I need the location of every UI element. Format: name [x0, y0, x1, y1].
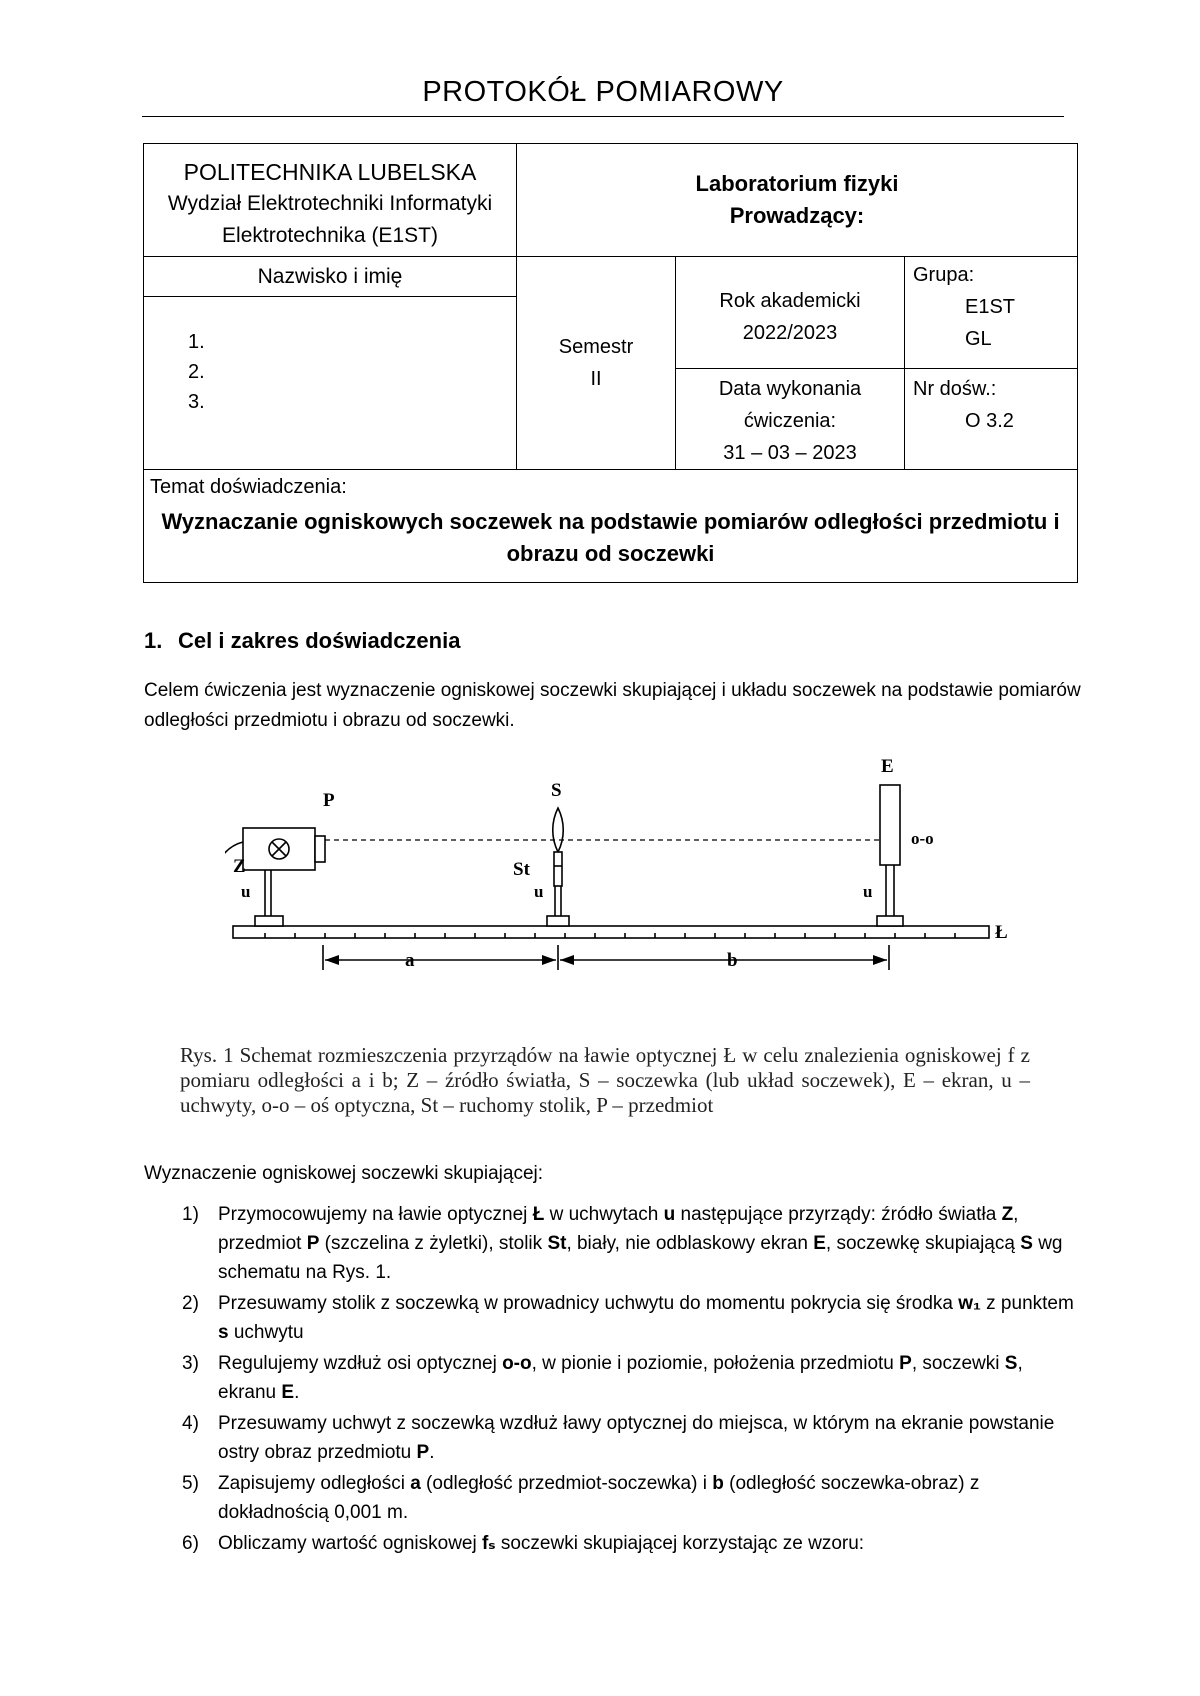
topic-cell: [144, 470, 1078, 583]
holder-u-1: [255, 916, 283, 926]
holder-u-3: [877, 916, 903, 926]
label-a: a: [405, 950, 415, 970]
group-value-1: E1ST: [965, 296, 1016, 318]
optical-bench-diagram: [225, 750, 1025, 970]
list-item: 2) Przesuwamy stolik z soczewką w prowadnicy uchwytu do momentu pokrycia się środka w₁ z punktem s uchwytu: [144, 1289, 1084, 1347]
holder-u-2: [547, 916, 569, 926]
label-st: St: [513, 859, 530, 880]
object-slit: [315, 836, 325, 862]
label-s: S: [551, 780, 562, 801]
procedure-steps: [144, 1200, 1084, 1560]
lens-s: [553, 808, 564, 852]
label-u-2: u: [534, 882, 544, 901]
label-u-1: u: [241, 882, 251, 901]
group-cell: [905, 257, 1078, 369]
experiment-number-cell: [905, 369, 1078, 470]
name-entry: 1.: [188, 331, 205, 353]
step-number: 1): [182, 1204, 199, 1225]
group-label: Grupa:: [913, 264, 975, 286]
header-table: [143, 143, 1078, 583]
label-p: P: [323, 790, 335, 811]
label-u-3: u: [863, 882, 873, 901]
year-cell: [676, 257, 905, 369]
label-z: Z: [233, 856, 246, 877]
section-1-heading: [144, 628, 460, 654]
step-number: 5): [182, 1473, 199, 1494]
date-cell: [676, 369, 905, 470]
lab-cell: [517, 144, 1078, 257]
procedure-subtitle: Wyznaczenie ogniskowej soczewki skupiającej:: [144, 1163, 544, 1184]
topic-title: Wyznaczanie ogniskowych soczewek na podstawie pomiarów odległości przedmiotu i obrazu od soczewki: [161, 509, 1060, 566]
group-value-2: GL: [965, 328, 992, 350]
university-cell: [144, 144, 517, 257]
list-item: 5) Zapisujemy odległości a (odległość przedmiot-soczewka) i b (odległość soczewka-obraz) z dokładnością 0,001 m.: [144, 1469, 1084, 1527]
experiment-number-label: Nr dośw.:: [913, 378, 997, 400]
field-name: Elektrotechnika (E1ST): [222, 224, 438, 247]
optical-bench-rail: [233, 926, 989, 938]
section-number: 1.: [144, 628, 163, 653]
lab-name: Laboratorium fizyki: [695, 171, 899, 196]
title-divider: [142, 116, 1064, 117]
label-b: b: [727, 950, 738, 970]
university-name: POLITECHNIKA LUBELSKA: [183, 159, 477, 185]
step-number: 4): [182, 1413, 199, 1434]
semester-label: Semestr: [558, 336, 634, 358]
faculty-name: Wydział Elektrotechniki Informatyki: [167, 192, 493, 215]
names-header: Nazwisko i imię: [144, 257, 517, 297]
instructor-label: Prowadzący:: [729, 203, 865, 228]
figure-caption: Rys. 1 Schemat rozmieszczenia przyrządów na ławie optycznej Ł w celu znalezienia ogniskowej f z pomiaru odległości a i b; Z – źródło światła, S – soczewka (lub układ soczewek), E – ekran, u – uchwyty, o-o – oś optyczna, St – ruchomy stolik, P – przedmiot: [180, 1043, 1030, 1117]
list-item: 4) Przesuwamy uchwyt z soczewką wzdłuż ławy optycznej do miejsca, w którym na ekranie powstanie ostry obraz przedmiotu P.: [144, 1409, 1084, 1467]
label-bench: Ł: [995, 922, 1008, 943]
label-e: E: [881, 756, 894, 777]
label-oo: o-o: [911, 829, 934, 848]
name-entry: 2.: [188, 361, 205, 383]
date-label-1: Data wykonania: [718, 378, 862, 400]
page-title: PROTOKÓŁ POMIAROWY: [422, 76, 784, 108]
date-value: 31 – 03 – 2023: [723, 442, 857, 464]
step-number: 3): [182, 1353, 199, 1374]
list-item: 6) Obliczamy wartość ogniskowej fₛ soczewki skupiającej korzystając ze wzoru:: [144, 1529, 1084, 1558]
step-number: 6): [182, 1533, 199, 1554]
step-number: 2): [182, 1293, 199, 1314]
year-value: 2022/2023: [742, 322, 838, 344]
screen-e: [880, 785, 900, 865]
section-title: Cel i zakres doświadczenia: [178, 628, 461, 653]
topic-label: Temat doświadczenia:: [150, 476, 347, 498]
experiment-number-value: O 3.2: [965, 410, 1014, 432]
name-entry: 3.: [188, 391, 205, 413]
year-label: Rok akademicki: [719, 290, 861, 312]
lens-stand-st: [554, 852, 562, 886]
section-1-text: Celem ćwiczenia jest wyznaczenie ogniskowej soczewki skupiającej i układu soczewek na podstawie pomiarów odległości przedmiotu i obrazu od soczewki.: [144, 680, 1081, 731]
list-item: 3) Regulujemy wzdłuż osi optycznej o-o, w pionie i poziomie, położenia przedmiotu P, soczewki S, ekranu E.: [144, 1349, 1084, 1407]
date-label-2: ćwiczenia:: [743, 410, 837, 432]
semester-cell: [517, 257, 676, 470]
names-list: [144, 297, 517, 470]
list-item: 1) Przymocowujemy na ławie optycznej Ł w uchwytach u następujące przyrządy: źródło światła Z, przedmiot P (szczelina z żyletki), stolik St, biały, nie odblaskowy ekran E, soczewkę skupiającą S wg schematu na Rys. 1.: [144, 1200, 1084, 1287]
semester-value: II: [590, 368, 602, 390]
